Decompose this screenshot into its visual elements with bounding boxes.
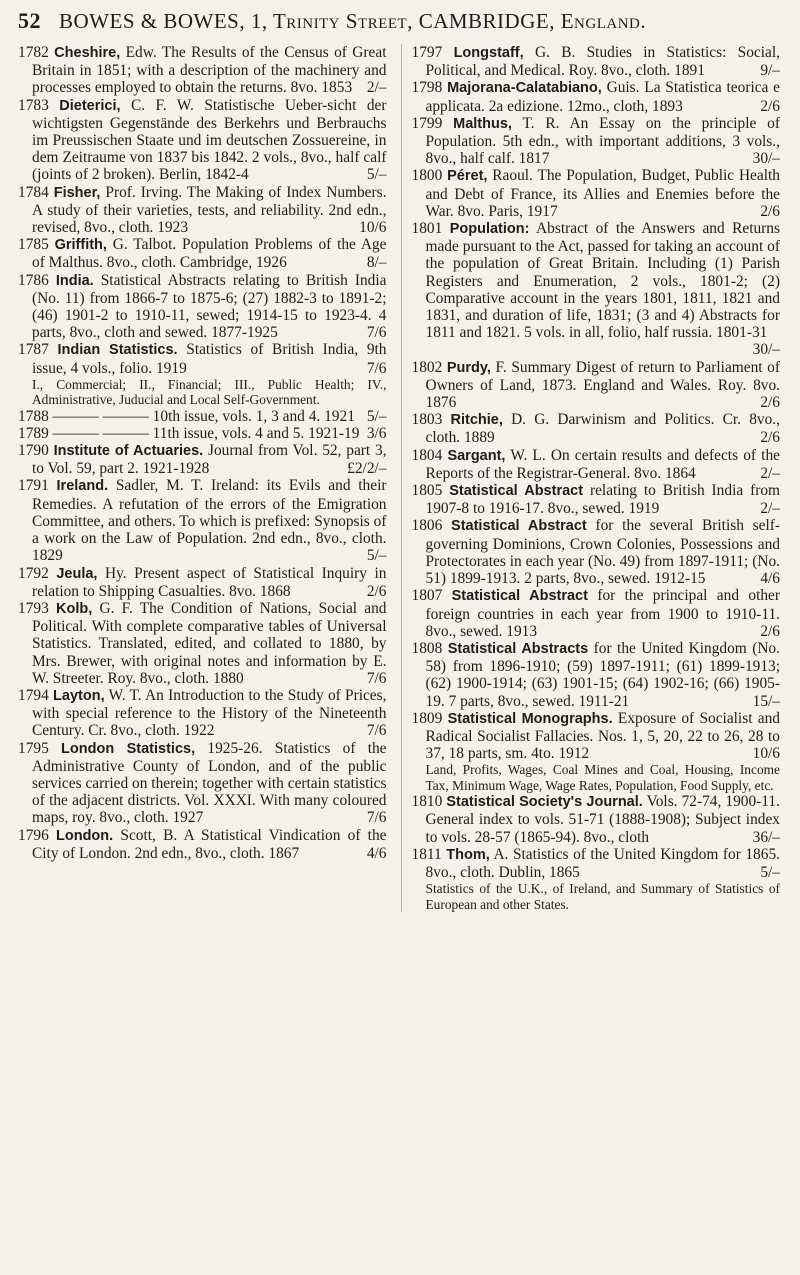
catalogue-entry xyxy=(412,517,781,587)
entry-number: 1799 xyxy=(411,114,443,132)
entry-number: 1782 xyxy=(18,44,49,61)
entry-heading: Griffith, xyxy=(54,237,107,254)
entry-description: Hy. Present aspect of Statistical Inquiry in relation to Shipping Casualties. 8vo. 1868 xyxy=(32,564,387,600)
entry-description: C. F. W. Statistische Ueber-sicht der wichtigsten Gegenstände des Berkehrs und Berbrauchs im Preussischen Staate und im deutschen Zossuereine, in dem Zeitraume von 1837 bis 1842. 2 vols., 8vo., half calf (joints of 2 broken). Berlin, 1842-4 xyxy=(32,96,387,184)
entry-number: 1784 xyxy=(18,183,49,201)
catalogue-entry xyxy=(18,425,387,442)
entry-heading: Layton, xyxy=(53,687,105,704)
right-column xyxy=(401,44,781,912)
entry-price: 30/– xyxy=(752,150,780,168)
entry-number: 1811 xyxy=(411,845,442,863)
entry-price: £2/2/– xyxy=(347,460,387,478)
entry-price: 2/6 xyxy=(760,394,780,412)
entry-description: relating to British India from 1907-8 to 1916-17. 8vo., sewed. 1919 xyxy=(425,482,780,518)
entry-price: 10/6 xyxy=(752,745,780,763)
entry-number: 1802 xyxy=(411,358,443,376)
entry-heading: Jeula, xyxy=(56,565,98,582)
entry-heading: Statistical Abstract xyxy=(451,588,588,605)
entry-price: 7/6 xyxy=(366,324,387,342)
catalogue-entry xyxy=(412,793,781,846)
entry-number: 1808 xyxy=(411,639,443,657)
entry-heading: Indian Statistics. xyxy=(57,342,178,359)
entry-number: 1809 xyxy=(411,709,443,727)
entry-note: Land, Profits, Wages, Coal Mines and Coal, Housing, Income Tax, Minimum Wage, Wage Rates, Population, Food Supply, etc. xyxy=(425,762,780,793)
entry-description: G. F. The Condition of Nations, Social and Political. With complete comparative tables of Universal Statistics. Translated, edited, and collated to 1880, by Mrs. Brewer, with original notes and information by E. W. Streeter. Roy. 8vo., cloth. 1880 xyxy=(32,599,387,687)
entry-price: 2/6 xyxy=(760,429,780,447)
entry-heading: Ritchie, xyxy=(450,412,503,429)
entry-description: Prof. Irving. The Making of Index Numbers. A study of their varieties, tests, and reliability. 2nd edn., revised, 8vo., cloth. 1923 xyxy=(32,183,387,237)
entry-number: 1801 xyxy=(411,220,443,238)
entry-number: 1804 xyxy=(411,446,443,464)
entry-number: 1795 xyxy=(18,739,49,757)
entry-heading: Majorana-Calatabiano, xyxy=(447,80,602,97)
entry-heading: London Statistics, xyxy=(61,740,196,757)
entry-price: 10/6 xyxy=(359,219,387,237)
left-column xyxy=(18,44,387,912)
entry-price: 4/6 xyxy=(366,844,387,862)
catalogue-entry xyxy=(18,477,387,564)
entry-price: 5/– xyxy=(760,863,780,881)
entry-price: 2/6 xyxy=(760,622,780,640)
catalogue-columns xyxy=(18,44,780,912)
entry-price: 7/6 xyxy=(366,722,387,740)
catalogue-entry xyxy=(412,115,781,168)
entry-description: Vols. 72-74, 1900-11. General index to vols. 51-71 (1888-1908); Subject index to vols. 28-57 (1865-94). 8vo., cloth xyxy=(425,793,780,846)
entry-heading: Statistical Monographs. xyxy=(447,710,613,727)
entry-number: 1800 xyxy=(411,167,443,185)
catalogue-entry xyxy=(18,600,387,687)
catalogue-entry xyxy=(18,236,387,271)
entry-number: 1792 xyxy=(18,564,49,582)
entry-price: 2/– xyxy=(366,79,387,97)
entry-description: D. G. Darwinism and Politics. Cr. 8vo., cloth. 1889 xyxy=(425,411,780,447)
entry-price: 36/– xyxy=(752,828,780,846)
entry-description: for the several British self-governing Dominions, Crown Colonies, Possessions and Protectorates in each year (No. 49) from 1897-1911; (No. 51) 1899-1913. 2 parts, 8vo., sewed. 1912-15 xyxy=(425,517,781,588)
entry-price: 9/– xyxy=(760,62,780,80)
page-header xyxy=(18,8,780,38)
entry-price: 30/– xyxy=(752,341,780,359)
entry-description: G. B. Studies in Statistics: Social, Political, and Medical. Roy. 8vo., cloth. 1891 xyxy=(425,44,780,80)
entry-price: 5/– xyxy=(366,407,387,425)
catalogue-entry xyxy=(412,411,781,446)
entry-heading: Longstaff, xyxy=(453,45,524,61)
entry-number: 1790 xyxy=(18,442,49,460)
entry-heading: Malthus, xyxy=(453,115,512,132)
catalogue-entry xyxy=(18,97,387,184)
catalogue-entry xyxy=(18,184,387,237)
catalogue-entry xyxy=(412,447,781,482)
entry-heading: India. xyxy=(55,272,94,289)
entry-heading: Statistical Abstract xyxy=(449,483,584,500)
entry-number: 1787 xyxy=(18,341,49,359)
entry-heading: Cheshire, xyxy=(54,45,121,61)
entry-number: 1783 xyxy=(18,96,49,114)
entry-description: Statistics of British India, 9th issue, 4 vols., folio. 1919 xyxy=(32,341,387,377)
entry-note: Statistics of the U.K., of Ireland, and Summary of Statistics of European and other States. xyxy=(425,881,780,912)
entry-number: 1810 xyxy=(411,793,443,811)
entry-number: 1791 xyxy=(18,477,49,495)
entry-number: 1794 xyxy=(18,686,49,704)
entry-number: 1805 xyxy=(411,482,443,500)
entry-heading: Sargant, xyxy=(447,447,506,464)
entry-description: W. L. On certain results and defects of the Reports of the Registrar-General. 8vo. 1864 xyxy=(425,446,780,482)
catalogue-entry xyxy=(412,587,781,640)
entry-price: 7/6 xyxy=(366,809,387,827)
entry-number: 1798 xyxy=(411,79,443,97)
entry-price: 7/6 xyxy=(366,359,387,377)
catalogue-entry xyxy=(412,640,781,710)
entry-number: 1793 xyxy=(18,599,49,617)
catalogue-entry xyxy=(412,359,781,412)
catalogue-entry xyxy=(412,167,781,220)
catalogue-entry xyxy=(412,44,781,79)
entry-description: Statistical Abstracts relating to British India (No. 11) from 1866-7 to 1875-6; (27) 1882-3 to 1891-2; (46) 1901-2 to 1910-11, sewed; 1914-15 to 1923-4. 4 parts, 8vo., cloth and sewed. 1877-1925 xyxy=(32,271,387,342)
entry-heading: Ireland. xyxy=(56,478,109,495)
catalogue-entry xyxy=(18,341,387,376)
entry-price: 5/– xyxy=(366,166,387,184)
entry-description: T. R. An Essay on the principle of Population. 5th edn., with important additions, 3 vols., 8vo., half calf. 1817 xyxy=(425,114,780,168)
entry-number: 1788 xyxy=(18,407,49,425)
entry-heading: Purdy, xyxy=(446,359,491,376)
catalogue-entry xyxy=(18,687,387,740)
entry-number: 1797 xyxy=(411,44,443,61)
entry-heading: Institute of Actuaries. xyxy=(53,443,204,460)
entry-heading: Population: xyxy=(449,221,530,238)
entry-number: 1789 xyxy=(18,424,49,442)
catalogue-entry xyxy=(18,565,387,600)
entry-price: 2/6 xyxy=(366,582,387,600)
entry-description: ——— ——— 10th issue, vols. 1, 3 and 4. 1921 xyxy=(52,407,355,425)
catalogue-entry xyxy=(18,827,387,862)
entry-price: 8/– xyxy=(366,254,387,272)
entry-description: ——— ——— 11th issue, vols. 4 and 5. 1921-19 xyxy=(52,424,360,442)
catalogue-entry xyxy=(412,710,781,763)
catalogue-entry xyxy=(18,44,387,97)
catalogue-entry xyxy=(412,482,781,517)
entry-heading: Kolb, xyxy=(56,600,93,617)
entry-price: 2/– xyxy=(760,500,780,518)
catalogue-entry xyxy=(412,220,781,359)
entry-price: 15/– xyxy=(752,692,780,710)
entry-description: for the principal and other foreign countries in each year from 1900 to 1910-11. 8vo., sewed. 1913 xyxy=(425,587,780,640)
entry-heading: Fisher, xyxy=(53,184,101,201)
entry-description: Raoul. The Population, Budget, Public Health and Debt of France, its Allies and Enemies before the War. 8vo. Paris, 1917 xyxy=(425,167,780,220)
entry-price: 2/– xyxy=(760,464,780,482)
catalogue-entry xyxy=(18,272,387,342)
entry-description: Sadler, M. T. Ireland: its Evils and their Remedies. A refutation of the errors of the Emigration Committee, and others. To which is prefixed: Synopsis of a work on the Law of Population. 2nd edn., 8vo., cloth. 1829 xyxy=(32,477,387,565)
entry-price: 7/6 xyxy=(366,669,387,687)
catalogue-entry xyxy=(412,79,781,114)
entry-number: 1803 xyxy=(411,411,443,429)
entry-note: I., Commercial; II., Financial; III., Public Health; IV., Administrative, Juducial and Local Self-Government. xyxy=(32,376,387,408)
entry-description: Edw. The Results of the Census of Great Britain in 1851; with a description of the machinery and processes employed to obtain the returns. 8vo. 1853 xyxy=(32,44,387,97)
entry-description: Journal from Vol. 52, part 3, to Vol. 59, part 2. 1921-1928 xyxy=(32,442,387,478)
entry-number: 1807 xyxy=(411,587,443,605)
page-number: 52 xyxy=(18,8,41,33)
entry-heading: Statistical Society's Journal. xyxy=(446,794,643,811)
entry-description: Abstract of the Answers and Returns made pursuant to the Act, passed for taking an account of the population of Great Britain. Including (1) Parish Registers and Enumeration, 2 vols., 1801-2; (2) Comparative account in the years 1801, 1811, 1821 and 1831, and duration of life, 1831; (3 and 4) Abstracts for 1811 and 1821. 5 vols. in all, folio, half russia. 1801-31 xyxy=(425,220,780,342)
catalogue-entry xyxy=(18,740,387,827)
entry-heading: Dieterici, xyxy=(59,97,121,114)
entry-price: 4/6 xyxy=(760,570,780,588)
entry-price: 2/6 xyxy=(760,202,780,220)
catalogue-entry xyxy=(412,846,781,881)
entry-description: F. Summary Digest of return to Parliament of Owners of Land, 1873. England and Wales. Roy. 8vo. 1876 xyxy=(425,358,780,412)
entry-price: 3/6 xyxy=(366,424,387,442)
publisher-line: BOWES & BOWES, 1, Trinity Street, CAMBRIDGE, England. xyxy=(59,9,647,33)
entry-price: 5/– xyxy=(366,547,387,565)
catalogue-entry xyxy=(18,408,387,425)
entry-description: Scott, B. A Statistical Vindication of the City of London. 2nd edn., 8vo., cloth. 1867 xyxy=(32,826,387,862)
entry-number: 1786 xyxy=(18,271,49,289)
entry-description: for the United Kingdom (No. 58) from 1896-1910; (59) 1897-1911; (61) 1899-1913; (62) 1900-1914; (63) 1901-15; (64) 1902-16; (66) 1905-19. 7 parts, 8vo., sewed. 1911-21 xyxy=(425,639,780,710)
entry-heading: Statistical Abstract xyxy=(451,518,587,535)
entry-heading: Statistical Abstracts xyxy=(447,640,589,657)
entry-description: A. Statistics of the United Kingdom for 1865. 8vo., cloth. Dublin, 1865 xyxy=(425,845,780,881)
entry-number: 1796 xyxy=(18,826,49,844)
entry-heading: London. xyxy=(56,827,114,844)
entry-description: Guis. La Statistica teorica e applicata. 2a edizione. 12mo., cloth, 1893 xyxy=(425,79,780,115)
entry-heading: Péret, xyxy=(447,168,488,185)
entry-number: 1806 xyxy=(411,517,443,535)
catalogue-entry xyxy=(18,442,387,477)
entry-description: 1925-26. Statistics of the Administrative County of London, and of the public services carried on therein; together with certain statistics of the adjacent districts. Vol. XXXI. With many coloured maps, roy. 8vo., cloth. 1927 xyxy=(32,739,387,827)
entry-description: G. Talbot. Population Problems of the Age of Malthus. 8vo., cloth. Cambridge, 1926 xyxy=(32,236,387,272)
entry-price: 2/6 xyxy=(760,97,780,115)
entry-description: W. T. An Introduction to the Study of Prices, with special reference to the History of the Nineteenth Century. Cr. 8vo., cloth. 1922 xyxy=(32,686,387,740)
entry-number: 1785 xyxy=(18,236,49,254)
entry-heading: Thom, xyxy=(446,846,490,863)
entry-description: Exposure of Socialist and Radical Socialist Fallacies. Nos. 1, 5, 20, 22 to 26, 28 to 37, 18 parts, sm. 4to. 1912 xyxy=(425,709,780,763)
